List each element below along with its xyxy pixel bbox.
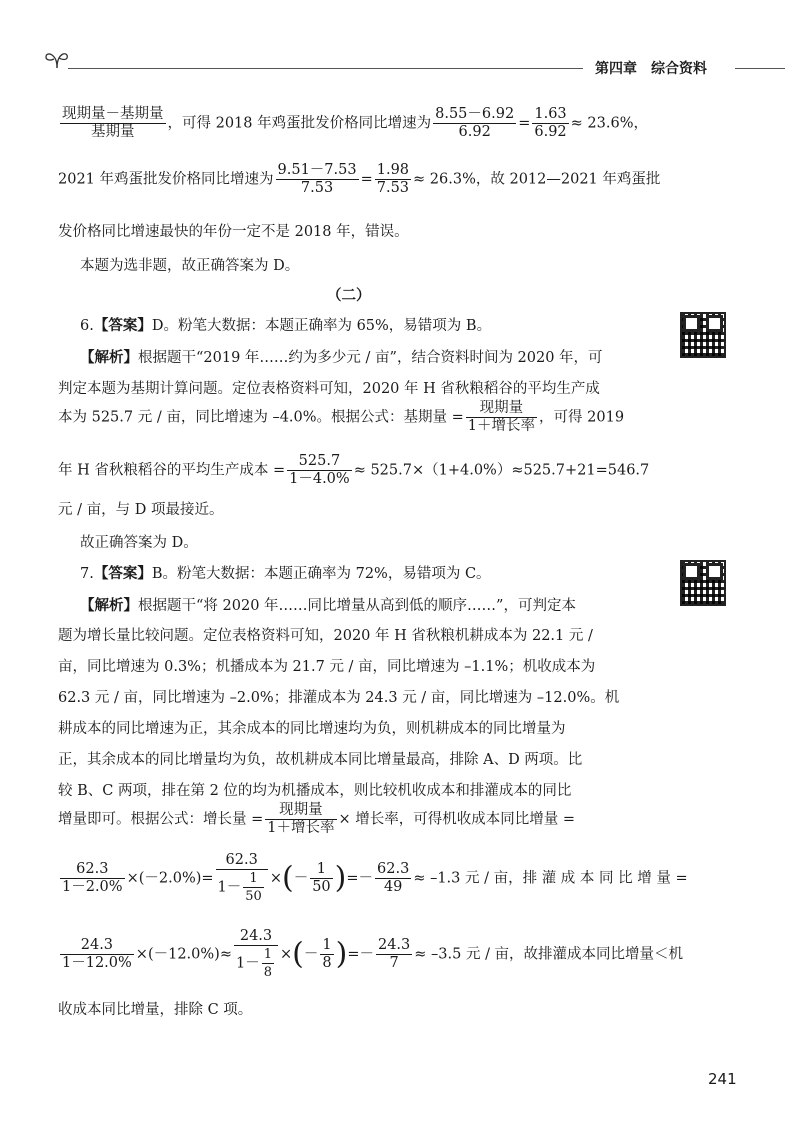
fraction: $\frac{24.3}{1-12.0\%}$ xyxy=(62,937,132,971)
text-line: 本为 525.7 元 / 亩，同比增速为 –4.0%。根据公式：基期量 = $\frac{\text{现期量}}{\text{1＋增长率}}$ ，可得 2019 xyxy=(58,400,625,434)
fraction: $\frac{24.3}{7}$ xyxy=(377,937,411,971)
analysis-line: 【解析】根据题干“2019 年……约为多少元 / 亩”，结合资料时间为 2020 年，可 xyxy=(80,349,603,366)
text-line: 判定本题为基期计算问题。定位表格资料可知，2020 年 H 省秋粮稻谷的平均生产成 xyxy=(58,381,600,397)
fraction: $\frac{62.3}{49}$ xyxy=(377,861,410,895)
answer-line: 7.【答案】B。粉笔大数据：本题正确率为 72%，易错项为 C。 xyxy=(80,565,491,582)
answer-line: 6.【答案】D。粉笔大数据：本题正确率为 65%，易错项为 B。 xyxy=(80,317,492,334)
text-line: 2021 年鸡蛋批发价格同比增速为 $\frac{9.51-7.53}{7.53}$ = $\frac{1.98}{7.53}$ ≈ 26.3%，故 2012—2021 年鸡蛋批 xyxy=(58,162,661,196)
header-rule-right xyxy=(735,68,785,69)
formula-line: $\frac{62.3}{1-2.0\%}$ ×(－2.0%)= 62.3 1－ $\frac{1}{50}$ ×(－ $\frac{1}{50}$ )=－ $\frac{62.3}{49}$ ≈ –1.3 元 / 亩，排 灌 成 本 同 比 增 量 = xyxy=(62,852,688,904)
fraction: $\frac{62.3}{1-2.0\%}$ xyxy=(62,861,123,895)
fraction: $\frac{9.51-7.53}{7.53}$ xyxy=(277,162,357,196)
section-heading: （二） xyxy=(327,287,371,304)
text-line: 发价格同比增速最快的年份一定不是 2018 年，错误。 xyxy=(58,224,409,240)
text-line: 62.3 元 / 亩，同比增速为 –2.0%；排灌成本为 24.3 元 / 亩，同比增速为 –12.0%。机 xyxy=(58,690,620,706)
text-line: 题为增长量比较问题。定位表格资料可知，2020 年 H 省秋粮机耕成本为 22.1 元 / xyxy=(58,628,593,644)
fraction: 24.3 1－ $\frac{1}{8}$ xyxy=(234,928,278,981)
text-line: 亩，同比增速为 0.3%；机播成本为 21.7 元 / 亩，同比增速为 –1.1%；机收成本为 xyxy=(58,659,596,675)
text-line: 本题为选非题，故正确答案为 D。 xyxy=(80,258,300,274)
text-line: 耕成本的同比增速为正，其余成本的同比增速均为负，则机耕成本的同比增量为 xyxy=(58,721,566,737)
fraction: $\frac{\text{现期量}}{\text{1＋增长率}}$ xyxy=(267,802,335,836)
sprout-icon xyxy=(44,48,70,74)
page-number: 241 xyxy=(708,1070,737,1088)
text-line: 年 H 省秋粮稻谷的平均生产成本 = $\frac{525.7}{1-4.0\%}$ ≈ 525.7×（1+4.0%）≈525.7+21=546.7 xyxy=(58,453,650,487)
fraction: $\frac{1}{8}$ xyxy=(322,937,332,971)
formula-line: $\frac{24.3}{1-12.0\%}$ ×(－12.0%)≈ 24.3 1－ $\frac{1}{8}$ ×(－ $\frac{1}{8}$ )=－ $\frac{24.3}{7}$ ≈ –3.5 元 / 亩，故排灌成本同比增量＜机 xyxy=(62,928,684,980)
qr-code-icon xyxy=(680,560,726,606)
text-line: 较 B、C 两项，排在第 2 位的均为机播成本，则比较机收成本和排灌成本的同比 xyxy=(58,783,572,799)
fraction: 62.3 1－ $\frac{1}{50}$ xyxy=(216,852,268,905)
fraction: $\frac{1.98}{7.53}$ xyxy=(376,162,410,196)
text-line: 故正确答案为 D。 xyxy=(80,535,198,551)
fraction: $\frac{1.63}{6.92}$ xyxy=(534,106,567,140)
fraction: $\frac{525.7}{1-4.0\%}$ xyxy=(289,453,350,487)
text-line: 增量即可。根据公式：增长量 = $\frac{\text{现期量}}{\text{1＋增长率}}$ × 增长率，可得机收成本同比增量 = xyxy=(58,802,576,836)
chapter-title: 第四章 综合资料 xyxy=(595,61,707,77)
fraction: $\frac{1}{50}$ xyxy=(312,861,331,895)
text-line: 收成本同比增量，排除 C 项。 xyxy=(58,1002,253,1018)
qr-code-icon xyxy=(680,312,726,358)
fraction: $\frac{\text{现期量}}{\text{1＋增长率}}$ xyxy=(467,400,536,434)
analysis-line: 【解析】根据题干“将 2020 年……同比增量从高到低的顺序……”，可判定本 xyxy=(80,597,576,614)
fraction: $\frac{8.55-6.92}{6.92}$ xyxy=(435,106,515,140)
text-line: $\frac{\text{现期量－基期量}}{\text{基期量}}$ ，可得 2018 年鸡蛋批发价格同比增速为 $\frac{8.55-6.92}{6.92}$ = $\frac{1.63}{6.92}$ ≈ 23.6%， xyxy=(62,106,648,140)
header-rule-left xyxy=(68,68,583,69)
text-line: 元 / 亩，与 D 项最接近。 xyxy=(58,502,224,518)
fraction: $\frac{\text{现期量－基期量}}{\text{基期量}}$ xyxy=(62,106,164,140)
text-line: 正，其余成本的同比增量均为负，故机耕成本同比增量最高，排除 A、D 两项。比 xyxy=(58,752,583,768)
